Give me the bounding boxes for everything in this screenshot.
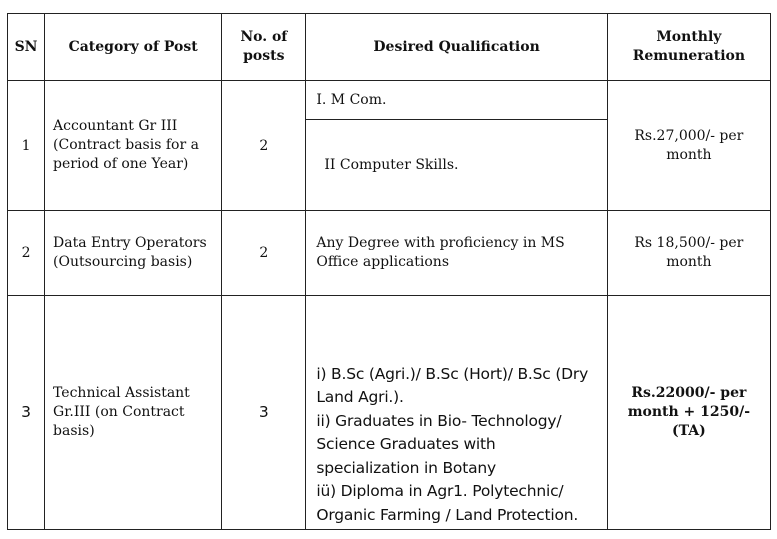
table-row — [8, 81, 771, 120]
row2-qualification — [306, 211, 607, 296]
table-header-row — [8, 14, 771, 81]
header-posts — [222, 14, 306, 81]
row3-qual-line4: Science Graduates with — [316, 435, 496, 453]
row2-remuneration — [607, 211, 770, 296]
header-qualification: Desired Qualification — [306, 14, 607, 81]
row3-category-line1: Technical Assistant — [53, 385, 190, 401]
row3-rem-line1: Rs.22000/- per — [631, 385, 747, 401]
row1-sn: 1 — [8, 81, 45, 211]
row1-category — [45, 81, 222, 211]
row3-qualification — [306, 296, 607, 530]
row3-category-line3: basis) — [53, 423, 95, 439]
row1-posts: 2 — [222, 81, 306, 211]
header-posts-line2: posts — [243, 48, 285, 64]
row3-posts: 3 — [222, 296, 306, 530]
row3-sn: 3 — [8, 296, 45, 530]
row3-remuneration — [607, 296, 770, 530]
row1-category-line1: Accountant Gr III — [53, 118, 178, 134]
row3-category — [45, 296, 222, 530]
row3-qual-line7: Organic Farming / Land Protection. — [316, 505, 579, 524]
row2-qual-line2: Office applications — [316, 254, 449, 270]
row3-rem-line3: (TA) — [672, 423, 706, 439]
header-posts-line1: No. of — [240, 29, 288, 45]
row3-qual-line1: i) B.Sc (Agri.)/ B.Sc (Hort)/ B.Sc (Dry — [316, 364, 589, 383]
row2-posts: 2 — [222, 211, 306, 296]
row3-qual-line3: ii) Graduates in Bio- Technology/ — [316, 411, 562, 430]
row2-category-line2: (Outsourcing basis) — [53, 254, 193, 270]
row1-qual-2: II Computer Skills. — [306, 120, 607, 211]
table-row — [8, 296, 771, 530]
row3-qual-line5: specialization in Botany — [316, 458, 496, 477]
row1-category-line3: period of one Year) — [53, 156, 189, 172]
row1-remuneration — [607, 81, 770, 211]
header-remuneration — [607, 14, 770, 81]
row1-rem-line2: month — [666, 146, 712, 163]
row1-rem-line1: Rs.27,000/- per — [634, 127, 744, 144]
row2-category-line1: Data Entry Operators — [53, 235, 207, 251]
row1-qual-1: I. M Com. — [306, 81, 607, 120]
row3-qual-line2: Land Agri.). — [316, 388, 404, 406]
row2-rem-line2: month — [666, 254, 712, 270]
row3-rem-line2: month + 1250/- — [627, 404, 751, 420]
header-category: Category of Post — [45, 14, 222, 81]
row1-category-line2: (Contract basis for a — [53, 137, 199, 153]
row2-qual-line1: Any Degree with proficiency in MS — [316, 235, 565, 251]
table-row — [8, 211, 771, 296]
row2-sn: 2 — [8, 211, 45, 296]
row2-rem-line1: Rs 18,500/- per — [634, 235, 744, 251]
row2-category — [45, 211, 222, 296]
posts-table — [7, 13, 771, 530]
header-rem-line1: Monthly — [656, 29, 722, 45]
header-sn: SN — [8, 14, 45, 81]
row3-qual-line6: iü) Diploma in Agr1. Polytechnic/ — [316, 482, 564, 500]
header-rem-line2: Remuneration — [632, 48, 746, 64]
row3-category-line2: Gr.III (on Contract — [53, 404, 185, 420]
